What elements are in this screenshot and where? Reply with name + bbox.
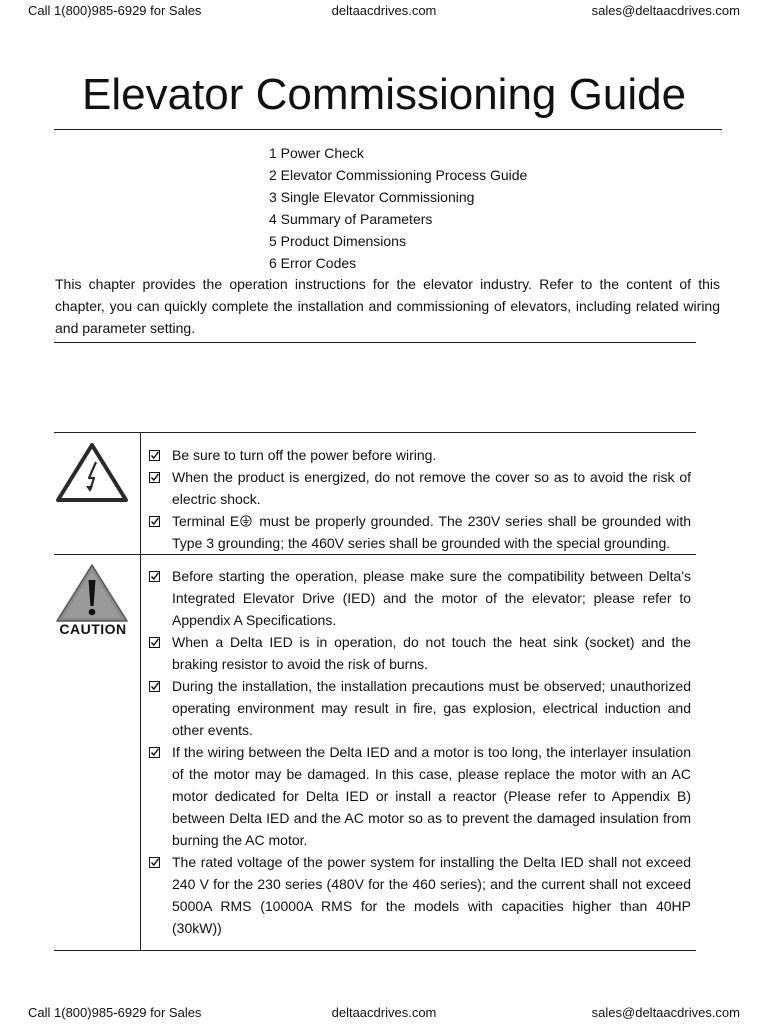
page-header xyxy=(0,0,768,20)
toc-item[interactable]: 1 Power Check xyxy=(269,145,364,161)
title-divider xyxy=(54,129,722,130)
list-item xyxy=(148,675,691,741)
toc-item[interactable]: 5 Product Dimensions xyxy=(269,233,406,249)
warning-list xyxy=(148,444,691,554)
list-item xyxy=(148,565,691,631)
warning-text-suffix: must be properly grounded. The 230V series shall be grounded with Type 3 grounding; the 460V series shall be grounded with the special grounding. xyxy=(172,513,691,551)
list-item xyxy=(148,631,691,675)
sales-email[interactable]: sales@deltaacdrives.com xyxy=(591,1005,740,1020)
warning-text: Be sure to turn off the power before wiring. xyxy=(172,447,437,463)
caution-label: CAUTION xyxy=(59,621,127,637)
warning-text-prefix: Terminal E xyxy=(172,513,240,529)
checked-box-icon xyxy=(149,472,160,483)
toc-item[interactable]: 3 Single Elevator Commissioning xyxy=(269,189,475,205)
caution-text: When a Delta IED is in operation, do not touch the heat sink (socket) and the braking resistor to avoid the risk of burns. xyxy=(172,634,691,672)
page-title: Elevator Commissioning Guide xyxy=(82,70,687,119)
electric-shock-warning-icon xyxy=(56,441,128,503)
website-link[interactable]: deltaacdrives.com xyxy=(331,3,437,18)
checked-box-icon xyxy=(149,681,160,692)
safety-notice-table xyxy=(54,432,696,951)
checked-box-icon xyxy=(149,637,160,648)
checked-box-icon xyxy=(149,516,160,527)
intro-divider xyxy=(54,342,696,343)
caution-text: During the installation, the installation precautions must be observed; unauthorized operating environment may result in fire, gas explosion, electrical induction and other events. xyxy=(172,678,691,738)
caution-list xyxy=(148,565,691,939)
list-item xyxy=(148,851,691,939)
toc-item[interactable]: 6 Error Codes xyxy=(269,255,357,271)
warning-text: When the product is energized, do not remove the cover so as to avoid the risk of electric shock. xyxy=(172,469,691,507)
list-item xyxy=(148,741,691,851)
checked-box-icon xyxy=(149,450,160,461)
checked-box-icon xyxy=(149,571,160,582)
caution-exclamation-icon xyxy=(56,563,128,623)
list-item xyxy=(148,510,691,554)
row-divider xyxy=(54,554,696,555)
caution-text: If the wiring between the Delta IED and a motor is too long, the interlayer insulation of the motor may be damaged. In this case, please replace the motor with an AC motor dedicated for Delta IED or install a reactor (Please refer to Appendix B) between Delta IED and the AC motor so as to prevent the damaged insulation from burning the AC motor. xyxy=(172,744,691,848)
sales-phone: Call 1(800)985-6929 for Sales xyxy=(28,1005,202,1020)
table-of-contents xyxy=(269,142,527,274)
ground-symbol-icon xyxy=(240,515,252,527)
column-divider xyxy=(140,433,141,950)
chapter-intro: This chapter provides the operation instructions for the elevator industry. Refer to the content of this chapter, you can quickly complete the installation and commissioning of elevators, including related wiring and parameter setting. xyxy=(55,276,720,336)
website-link[interactable]: deltaacdrives.com xyxy=(331,1005,437,1020)
list-item xyxy=(148,466,691,510)
checked-box-icon xyxy=(149,747,160,758)
list-item xyxy=(148,444,691,466)
toc-item[interactable]: 4 Summary of Parameters xyxy=(269,211,433,227)
caution-text: Before starting the operation, please make sure the compatibility between Delta's Integrated Elevator Drive (IED) and the motor of the elevator; please refer to Appendix A Specifications. xyxy=(172,568,691,628)
checked-box-icon xyxy=(149,857,160,868)
sales-phone: Call 1(800)985-6929 for Sales xyxy=(28,3,202,18)
page-footer xyxy=(0,1002,768,1022)
caution-text: The rated voltage of the power system for installing the Delta IED shall not exceed 240 V for the 230 series (480V for the 460 series); and the current shall not exceed 5000A RMS (10000A RMS for the models with capacities higher than 40HP (30kW)) xyxy=(172,854,691,936)
sales-email[interactable]: sales@deltaacdrives.com xyxy=(591,3,740,18)
toc-item[interactable]: 2 Elevator Commissioning Process Guide xyxy=(269,167,528,183)
